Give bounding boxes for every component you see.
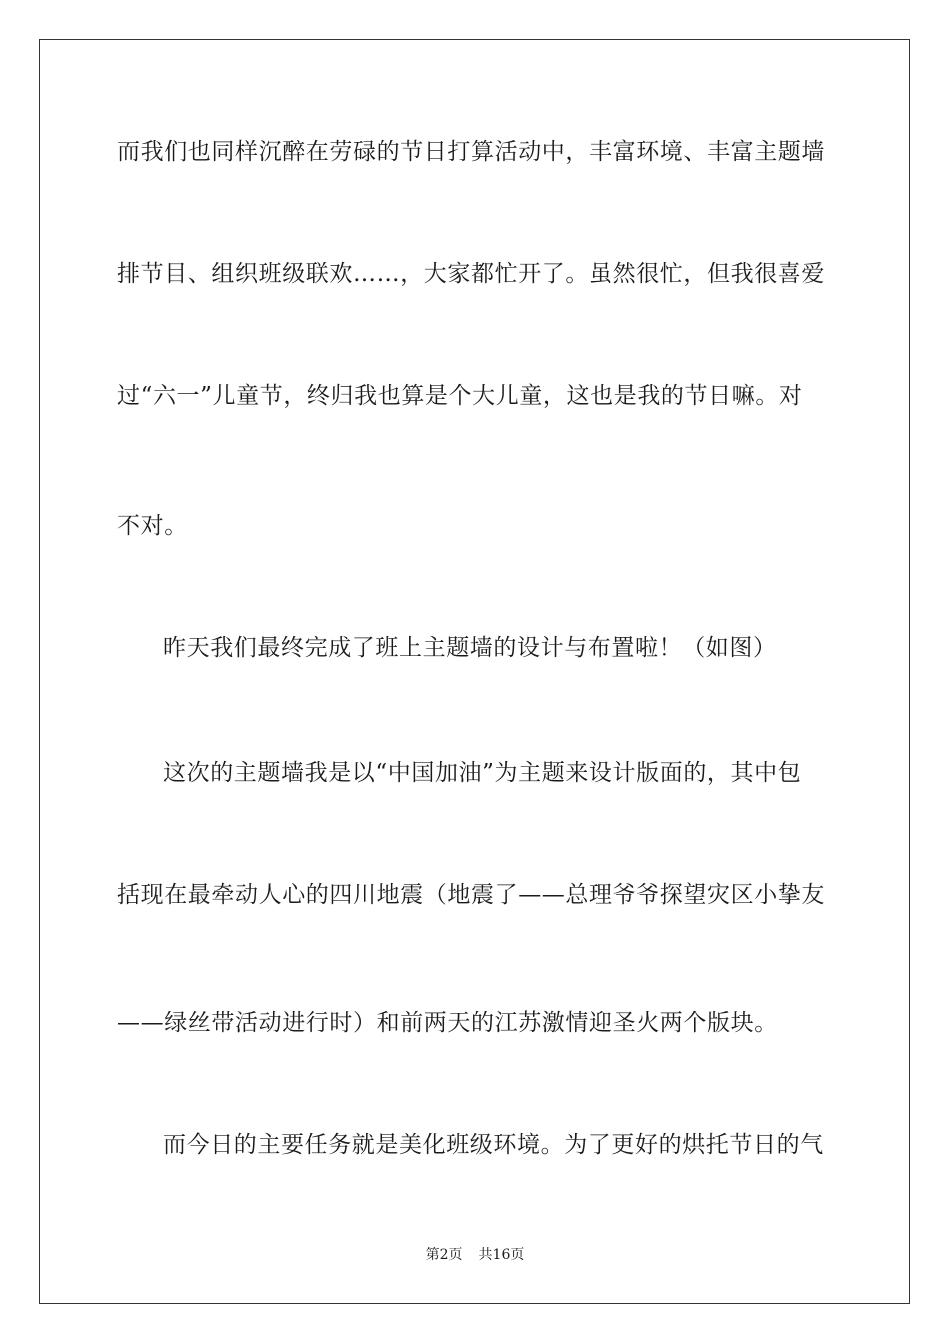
text-line: 括现在最牵动人心的四川地震（地震了——总理爷爷探望灾区小挚友 [117,882,825,908]
page-number: 第2页 [425,1247,463,1263]
text-line: ——绿丝带活动进行时）和前两天的江苏激情迎圣火两个版块。 [117,1010,778,1036]
text-line: 排节目、组织班级联欢……，大家都忙开了。虽然很忙，但我很喜爱 [117,261,825,287]
page-footer [0,1246,950,1264]
paragraph-line: 而今日的主要任务就是美化班级环境。为了更好的烘托节日的气 [163,1132,824,1158]
page-border [39,39,910,1304]
paragraph-line: 这次的主题墙我是以“中国加油”为主题来设计版面的，其中包 [163,760,802,786]
text-line: 过“六一”儿童节，终归我也算是个大儿童，这也是我的节日嘛。对 [117,383,803,409]
paragraph-line: 昨天我们最终完成了班上主题墙的设计与布置啦！（如图） [163,635,777,661]
text-line: 不对。 [117,513,188,539]
text-line: 而我们也同样沉醉在劳碌的节日打算活动中，丰富环境、丰富主题墙 [117,139,825,165]
page-total: 共16页 [478,1247,525,1263]
